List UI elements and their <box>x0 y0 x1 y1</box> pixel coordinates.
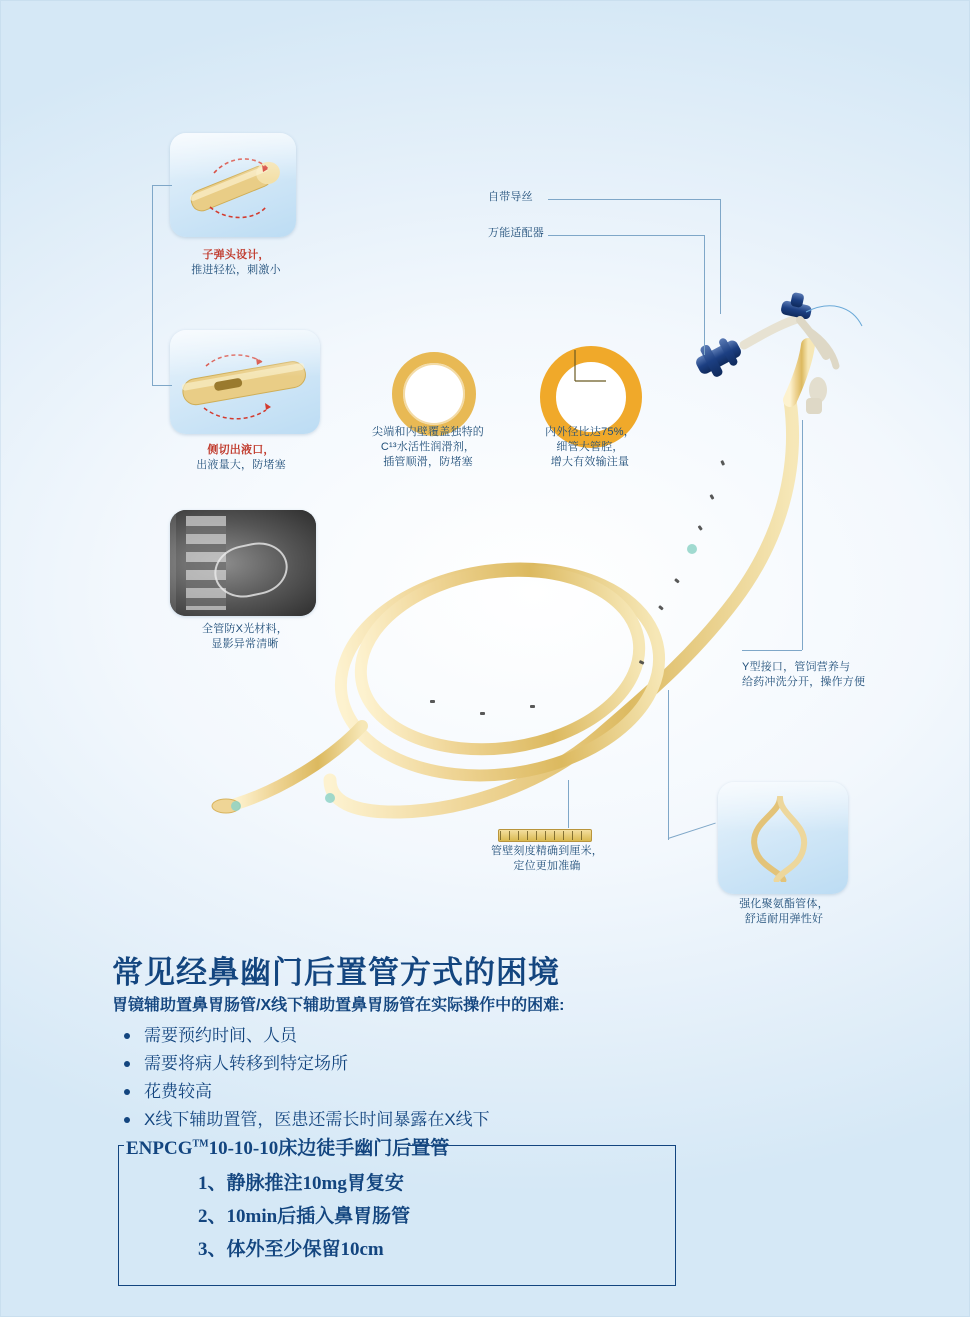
leader-adapter-drop <box>704 235 705 355</box>
leader-yconnector <box>742 650 802 651</box>
protocol-step: 2、10min后插入鼻胃肠管 <box>198 1206 411 1227</box>
card-gloss <box>170 330 320 377</box>
leader-left-top <box>152 185 172 186</box>
caption-reinforced <box>710 897 858 927</box>
callout-ruler <box>482 844 612 874</box>
callout-y-line1: Y型接口，管饲营养与 <box>742 661 851 673</box>
leader-left-bottom <box>152 385 172 386</box>
diameter-ratio-marks <box>540 346 610 416</box>
callout-y-connector <box>742 660 922 690</box>
list-item: 需要预约时间、人员 <box>120 1022 880 1050</box>
caption-diameter-ratio <box>520 425 660 470</box>
callout-adapter-text: 万能适配器 <box>488 227 544 239</box>
hydrophilic-coating-ring <box>392 352 476 436</box>
caption-bullet-tip-line2: 推进轻松，刺激小 <box>191 264 281 276</box>
caption-reinforced-line2: 舒适耐用弹性好 <box>744 913 824 925</box>
leader-guidewire-drop <box>720 199 721 314</box>
caption-diameter-line2: 细管大管腔， <box>556 441 624 453</box>
leader-left-vertical <box>152 185 153 385</box>
caption-hydrophilic <box>358 425 498 470</box>
caption-xray-line1: 全管防X光材料， <box>202 623 288 635</box>
feature-card-side-outlet <box>170 330 320 434</box>
box-border-left <box>118 1145 119 1286</box>
page-subtitle: 胃镜辅助置鼻胃肠管/X线下辅助置鼻胃肠管在实际操作中的困难: <box>112 997 565 1014</box>
list-item: 需要将病人转移到特定场所 <box>120 1050 880 1078</box>
protocol-brand-tail: 10-10-10床边徒手幽门后置管 <box>208 1138 450 1159</box>
callout-adapter <box>488 226 544 241</box>
caption-hydrophilic-line1: 尖端和内壁覆盖独特的 <box>372 426 484 438</box>
callout-guidewire-text: 自带导丝 <box>488 191 533 203</box>
callout-ruler-line2: 定位更加准确 <box>513 860 581 872</box>
callout-y-line2: 给药冲洗分开，操作方便 <box>742 676 866 688</box>
caption-side-outlet-line2: 出液量大，防堵塞 <box>196 459 286 471</box>
protocol-brand-tm: TM <box>192 1138 209 1150</box>
caption-xray-line2: 显影异常清晰 <box>211 638 279 650</box>
leader-adapter <box>548 235 704 236</box>
leader-yconnector-up <box>802 420 803 650</box>
bottom-text-block <box>0 930 970 1317</box>
card-gloss <box>170 133 296 180</box>
tube-ruler-graphic <box>498 829 592 842</box>
caption-hydrophilic-line2: C¹³水活性润滑剂， <box>380 441 476 453</box>
protocol-step: 3、体外至少保留10cm <box>198 1239 384 1260</box>
leader-ruler-up <box>568 780 569 828</box>
leader-guidewire <box>548 199 720 200</box>
box-border-right <box>675 1145 676 1286</box>
list-item: 花费较高 <box>120 1078 880 1106</box>
callout-ruler-line1: 管壁刻度精确到厘米， <box>491 845 603 857</box>
protocol-step: 1、静脉推注10mg胃复安 <box>198 1173 404 1194</box>
caption-xray <box>170 622 320 652</box>
caption-side-outlet <box>176 443 306 473</box>
protocol-brand <box>126 1133 457 1160</box>
protocol-steps <box>198 1167 410 1266</box>
caption-hydrophilic-line3: 插管顺滑，防堵塞 <box>383 456 473 468</box>
caption-diameter-line1: 内外径比达75%， <box>545 426 635 438</box>
caption-side-outlet-highlight: 侧切出液口， <box>207 444 275 456</box>
list-item: X线下辅助置管，医患还需长时间暴露在X线下 <box>120 1106 880 1134</box>
caption-bullet-tip-highlight: 子弹头设计， <box>202 249 270 261</box>
feature-card-bullet-tip <box>170 133 296 237</box>
box-border-bottom <box>118 1285 676 1286</box>
caption-bullet-tip <box>176 248 296 278</box>
feature-card-xray <box>170 510 316 616</box>
protocol-brand-name: ENPCG <box>126 1138 193 1159</box>
callout-guidewire <box>488 190 533 205</box>
leader-reinforced-up <box>668 690 669 840</box>
caption-reinforced-line1: 强化聚氨酯管体， <box>739 898 829 910</box>
reinforced-loop-drawing <box>744 796 816 882</box>
ruler-ticks <box>500 831 590 840</box>
leader-reinforced <box>668 823 716 839</box>
feature-card-reinforced <box>718 782 848 894</box>
protocol-box <box>118 1138 818 1288</box>
page-title: 常见经鼻幽门后置管方式的困境 <box>112 955 560 990</box>
difficulty-list <box>120 1022 880 1134</box>
caption-diameter-line3: 增大有效输注量 <box>550 456 630 468</box>
